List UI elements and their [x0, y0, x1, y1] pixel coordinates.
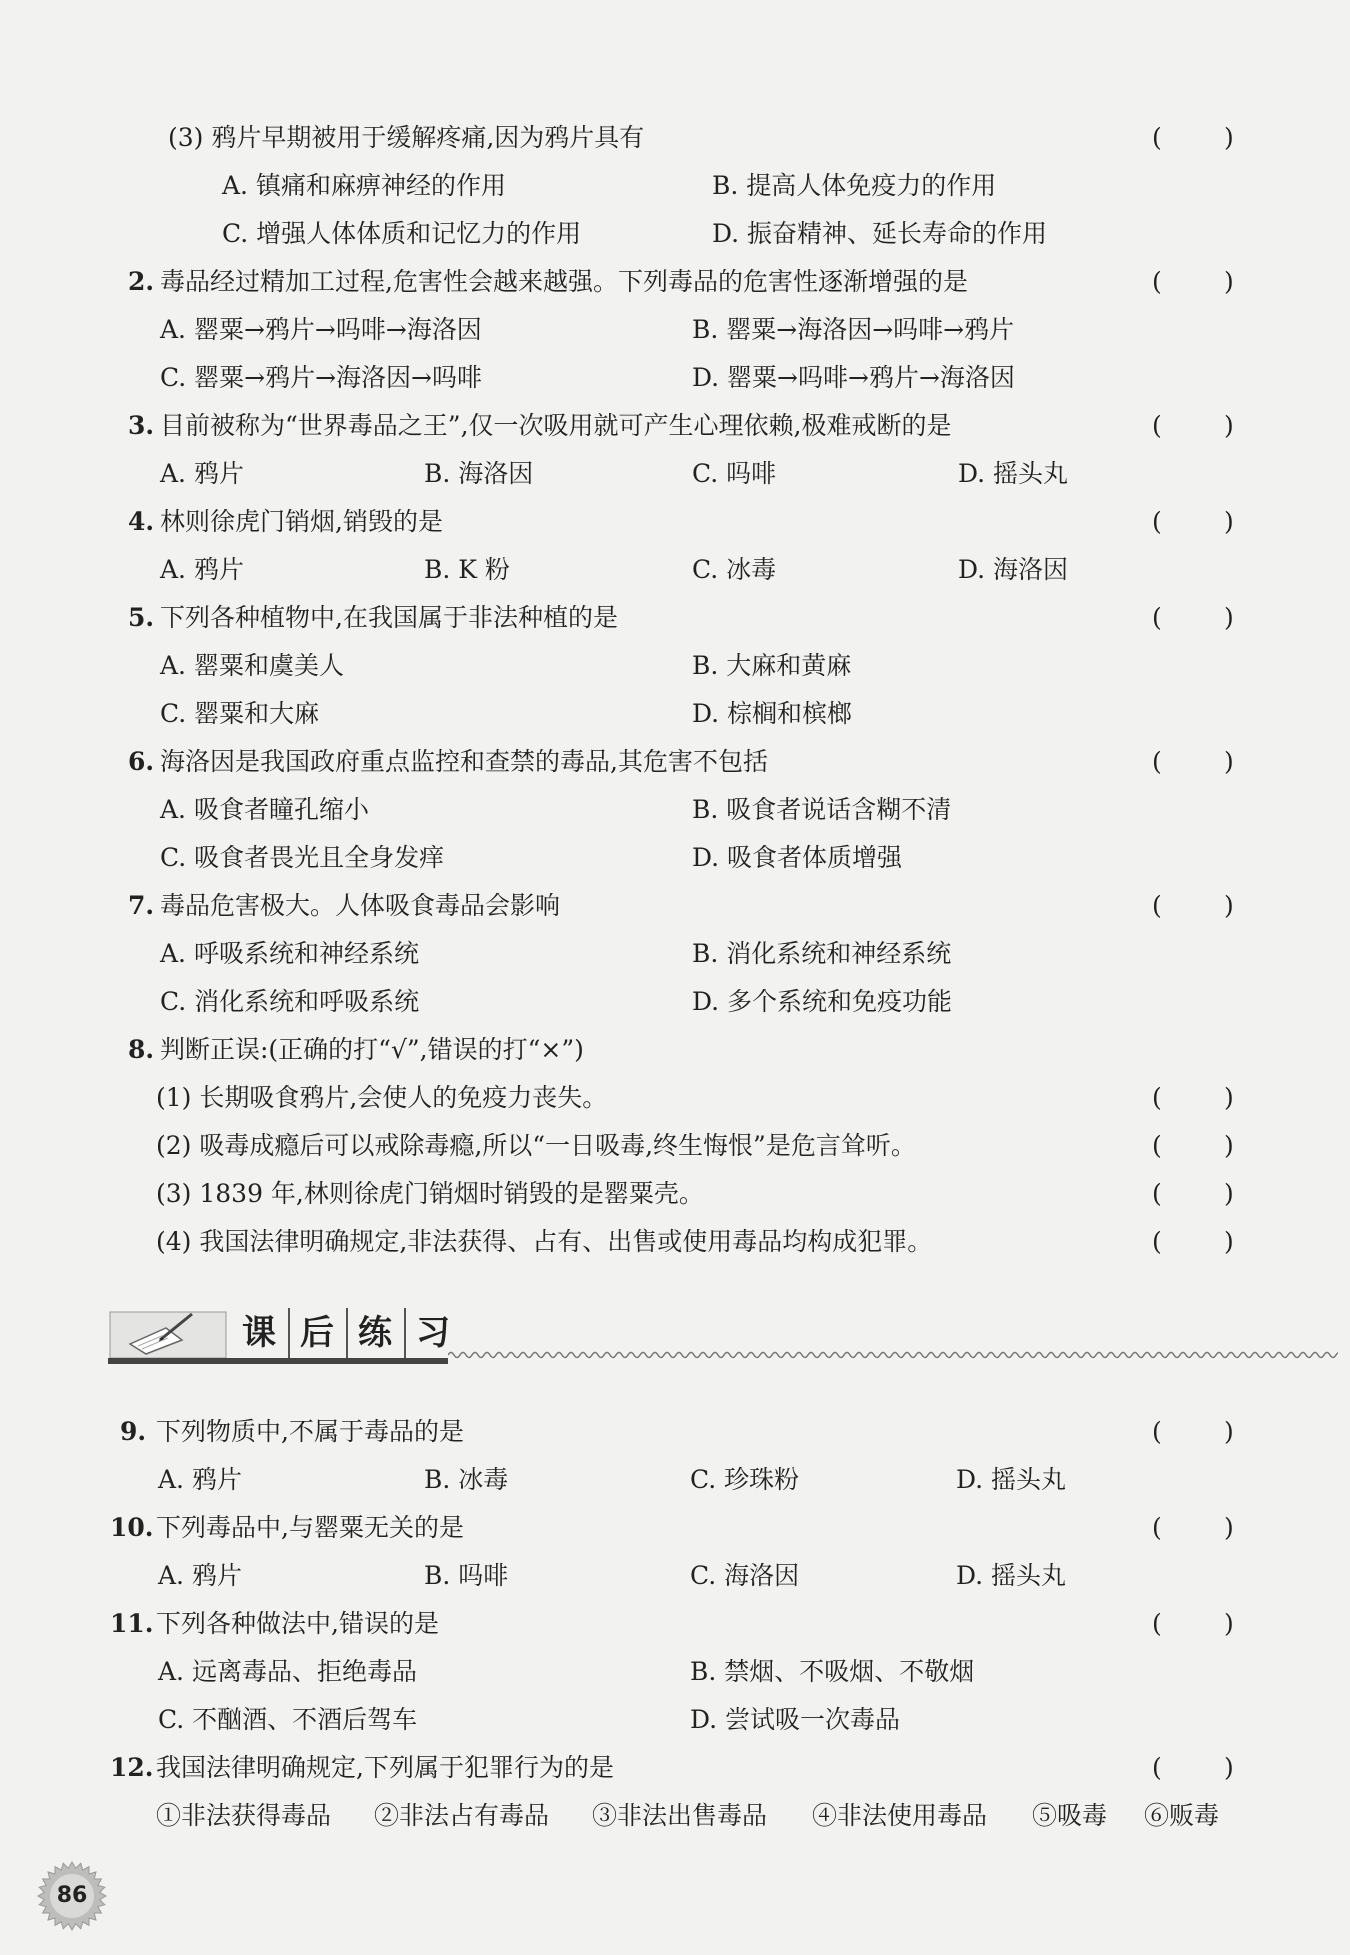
option-a: A. 鸦片: [158, 1465, 242, 1494]
question-stem: [0, 1508, 1350, 1548]
option-a: A. 呼吸系统和神经系统: [160, 939, 419, 968]
option-d: D. 摇头丸: [956, 1561, 1067, 1590]
question-text: 海洛因是我国政府重点监控和查禁的毒品,其危害不包括: [160, 747, 768, 776]
paren-close: ): [1224, 1179, 1234, 1208]
question-number: 11.: [110, 1609, 154, 1638]
paren-open: (: [1152, 267, 1162, 296]
pencil-book-icon: [108, 1304, 228, 1360]
question-text: 我国法律明确规定,下列属于犯罪行为的是: [156, 1753, 614, 1782]
question-number: 7.: [128, 891, 155, 920]
option-c: C. 冰毒: [692, 555, 777, 584]
option-row: [0, 1700, 1350, 1740]
option-d: D. 棕榈和槟榔: [692, 699, 853, 728]
option-row: [0, 646, 1350, 686]
option-b: B. 吸食者说话含糊不清: [692, 795, 952, 824]
option-b: B. 提高人体免疫力的作用: [712, 171, 997, 200]
option-row: [0, 358, 1350, 398]
option-d: D. 摇头丸: [956, 1465, 1067, 1494]
question-number: 10.: [110, 1513, 154, 1542]
option-d: D. 振奋精神、延长寿命的作用: [712, 219, 1048, 248]
judgement-text: (2) 吸毒成瘾后可以戒除毒瘾,所以“一日吸毒,终生悔恨”是危言耸听。: [156, 1131, 916, 1160]
option-c: C. 不酗酒、不酒后驾车: [158, 1705, 418, 1734]
question-number: 4.: [128, 507, 155, 536]
option-row: [0, 934, 1350, 974]
option-c: C. 罂粟→鸦片→海洛因→吗啡: [160, 363, 482, 392]
question-stem: [0, 1604, 1350, 1644]
question-stem: [0, 118, 1350, 158]
option-a: A. 远离毒品、拒绝毒品: [158, 1657, 417, 1686]
question-stem: [0, 1030, 1350, 1070]
section-title-char: 后: [290, 1308, 348, 1358]
question-text: 林则徐虎门销烟,销毁的是: [160, 507, 443, 536]
paren-open: (: [1152, 1609, 1162, 1638]
option-row: [0, 790, 1350, 830]
option-b: B. 海洛因: [424, 459, 534, 488]
paren-open: (: [1152, 411, 1162, 440]
question-text: (3) 鸦片早期被用于缓解疼痛,因为鸦片具有: [168, 123, 645, 152]
wavy-divider: [448, 1348, 1338, 1362]
judgement-text: (3) 1839 年,林则徐虎门销烟时销毁的是罂粟壳。: [156, 1179, 704, 1208]
option-row: [0, 454, 1350, 494]
option-row: [0, 982, 1350, 1022]
question-text: 下列各种做法中,错误的是: [156, 1609, 439, 1638]
section-title-char: 课: [232, 1308, 290, 1358]
question-text: 毒品经过精加工过程,危害性会越来越强。下列毒品的危害性逐渐增强的是: [160, 267, 968, 296]
question-number: 2.: [128, 267, 155, 296]
paren-open: (: [1152, 1513, 1162, 1542]
option-b: B. 消化系统和神经系统: [692, 939, 952, 968]
question-text: 判断正误:(正确的打“√”,错误的打“×”): [160, 1035, 584, 1064]
option-a: A. 镇痛和麻痹神经的作用: [222, 171, 506, 200]
option-b: B. K 粉: [424, 555, 510, 584]
judgement-item: [0, 1078, 1350, 1118]
option-row: [0, 550, 1350, 590]
option-d: D. 多个系统和免疫功能: [692, 987, 953, 1016]
question-text: 下列各种植物中,在我国属于非法种植的是: [160, 603, 618, 632]
paren-open: (: [1152, 1417, 1162, 1446]
question-stem: [0, 1412, 1350, 1452]
paren-close: ): [1224, 1609, 1234, 1638]
option-a: A. 鸦片: [160, 459, 244, 488]
choice-item: ⑤吸毒: [1032, 1801, 1108, 1830]
option-a: A. 鸦片: [160, 555, 244, 584]
paren-close: ): [1224, 1227, 1234, 1256]
option-b: B. 冰毒: [424, 1465, 509, 1494]
paren-close: ): [1224, 1083, 1234, 1112]
choice-item: ⑥贩毒: [1144, 1801, 1220, 1830]
paren-open: (: [1152, 891, 1162, 920]
question-number: 5.: [128, 603, 155, 632]
option-a: A. 罂粟和虞美人: [160, 651, 344, 680]
option-row: [0, 214, 1350, 254]
section-header: [108, 1300, 1238, 1370]
choice-item: ③非法出售毒品: [592, 1801, 768, 1830]
paren-close: ): [1224, 891, 1234, 920]
option-d: D. 罂粟→吗啡→鸦片→海洛因: [692, 363, 1015, 392]
option-row: [0, 310, 1350, 350]
option-b: B. 禁烟、不吸烟、不敬烟: [690, 1657, 975, 1686]
paren-close: ): [1224, 411, 1234, 440]
paren-open: (: [1152, 123, 1162, 152]
section-underline: [108, 1358, 448, 1364]
paren-open: (: [1152, 1179, 1162, 1208]
option-c: C. 吗啡: [692, 459, 777, 488]
judgement-item: [0, 1174, 1350, 1214]
paren-close: ): [1224, 603, 1234, 632]
option-row: [0, 694, 1350, 734]
paren-close: ): [1224, 1417, 1234, 1446]
question-stem: [0, 742, 1350, 782]
question-stem: [0, 406, 1350, 446]
paren-close: ): [1224, 507, 1234, 536]
option-c: C. 罂粟和大麻: [160, 699, 320, 728]
page-number: 86: [56, 1883, 88, 1908]
judgement-text: (1) 长期吸食鸦片,会使人的免疫力丧失。: [156, 1083, 608, 1112]
option-b: B. 大麻和黄麻: [692, 651, 852, 680]
question-text: 下列物质中,不属于毒品的是: [156, 1417, 464, 1446]
option-c: C. 海洛因: [690, 1561, 800, 1590]
paren-close: ): [1224, 1131, 1234, 1160]
option-row: [0, 838, 1350, 878]
paren-open: (: [1152, 1131, 1162, 1160]
judgement-text: (4) 我国法律明确规定,非法获得、占有、出售或使用毒品均构成犯罪。: [156, 1227, 933, 1256]
paren-close: ): [1224, 1753, 1234, 1782]
option-d: D. 海洛因: [958, 555, 1069, 584]
option-d: D. 摇头丸: [958, 459, 1069, 488]
question-stem: [0, 262, 1350, 302]
choice-item: ④非法使用毒品: [812, 1801, 988, 1830]
option-b: B. 罂粟→海洛因→吗啡→鸦片: [692, 315, 1015, 344]
section-title: [232, 1308, 462, 1358]
question-stem: [0, 886, 1350, 926]
paren-open: (: [1152, 603, 1162, 632]
question-text: 目前被称为“世界毒品之王”,仅一次吸用就可产生心理依赖,极难戒断的是: [160, 411, 952, 440]
option-row: [0, 1460, 1350, 1500]
choice-row: [0, 1796, 1350, 1836]
choice-item: ②非法占有毒品: [374, 1801, 550, 1830]
paren-close: ): [1224, 1513, 1234, 1542]
option-d: D. 尝试吸一次毒品: [690, 1705, 901, 1734]
question-number: 6.: [128, 747, 155, 776]
option-row: [0, 166, 1350, 206]
paren-open: (: [1152, 1083, 1162, 1112]
option-c: C. 增强人体体质和记忆力的作用: [222, 219, 582, 248]
option-row: [0, 1652, 1350, 1692]
paren-open: (: [1152, 1753, 1162, 1782]
option-row: [0, 1556, 1350, 1596]
option-a: A. 罂粟→鸦片→吗啡→海洛因: [160, 315, 482, 344]
option-a: A. 吸食者瞳孔缩小: [160, 795, 369, 824]
question-number: 12.: [110, 1753, 154, 1782]
paren-open: (: [1152, 507, 1162, 536]
option-a: A. 鸦片: [158, 1561, 242, 1590]
paren-open: (: [1152, 747, 1162, 776]
paren-close: ): [1224, 267, 1234, 296]
section-title-char: 习: [416, 1313, 452, 1353]
paren-close: ): [1224, 747, 1234, 776]
question-stem: [0, 1748, 1350, 1788]
choice-item: ①非法获得毒品: [156, 1801, 332, 1830]
question-number: 9.: [120, 1417, 147, 1446]
paren-close: ): [1224, 123, 1234, 152]
section-title-char: 练: [348, 1308, 406, 1358]
question-number: 3.: [128, 411, 155, 440]
judgement-item: [0, 1126, 1350, 1166]
option-b: B. 吗啡: [424, 1561, 509, 1590]
judgement-item: [0, 1222, 1350, 1262]
option-c: C. 消化系统和呼吸系统: [160, 987, 420, 1016]
question-text: 下列毒品中,与罂粟无关的是: [156, 1513, 464, 1542]
option-c: C. 吸食者畏光且全身发痒: [160, 843, 445, 872]
question-stem: [0, 598, 1350, 638]
question-text: 毒品危害极大。人体吸食毒品会影响: [160, 891, 561, 920]
question-number: 8.: [128, 1035, 155, 1064]
paren-open: (: [1152, 1227, 1162, 1256]
option-c: C. 珍珠粉: [690, 1465, 800, 1494]
question-stem: [0, 502, 1350, 542]
option-d: D. 吸食者体质增强: [692, 843, 903, 872]
